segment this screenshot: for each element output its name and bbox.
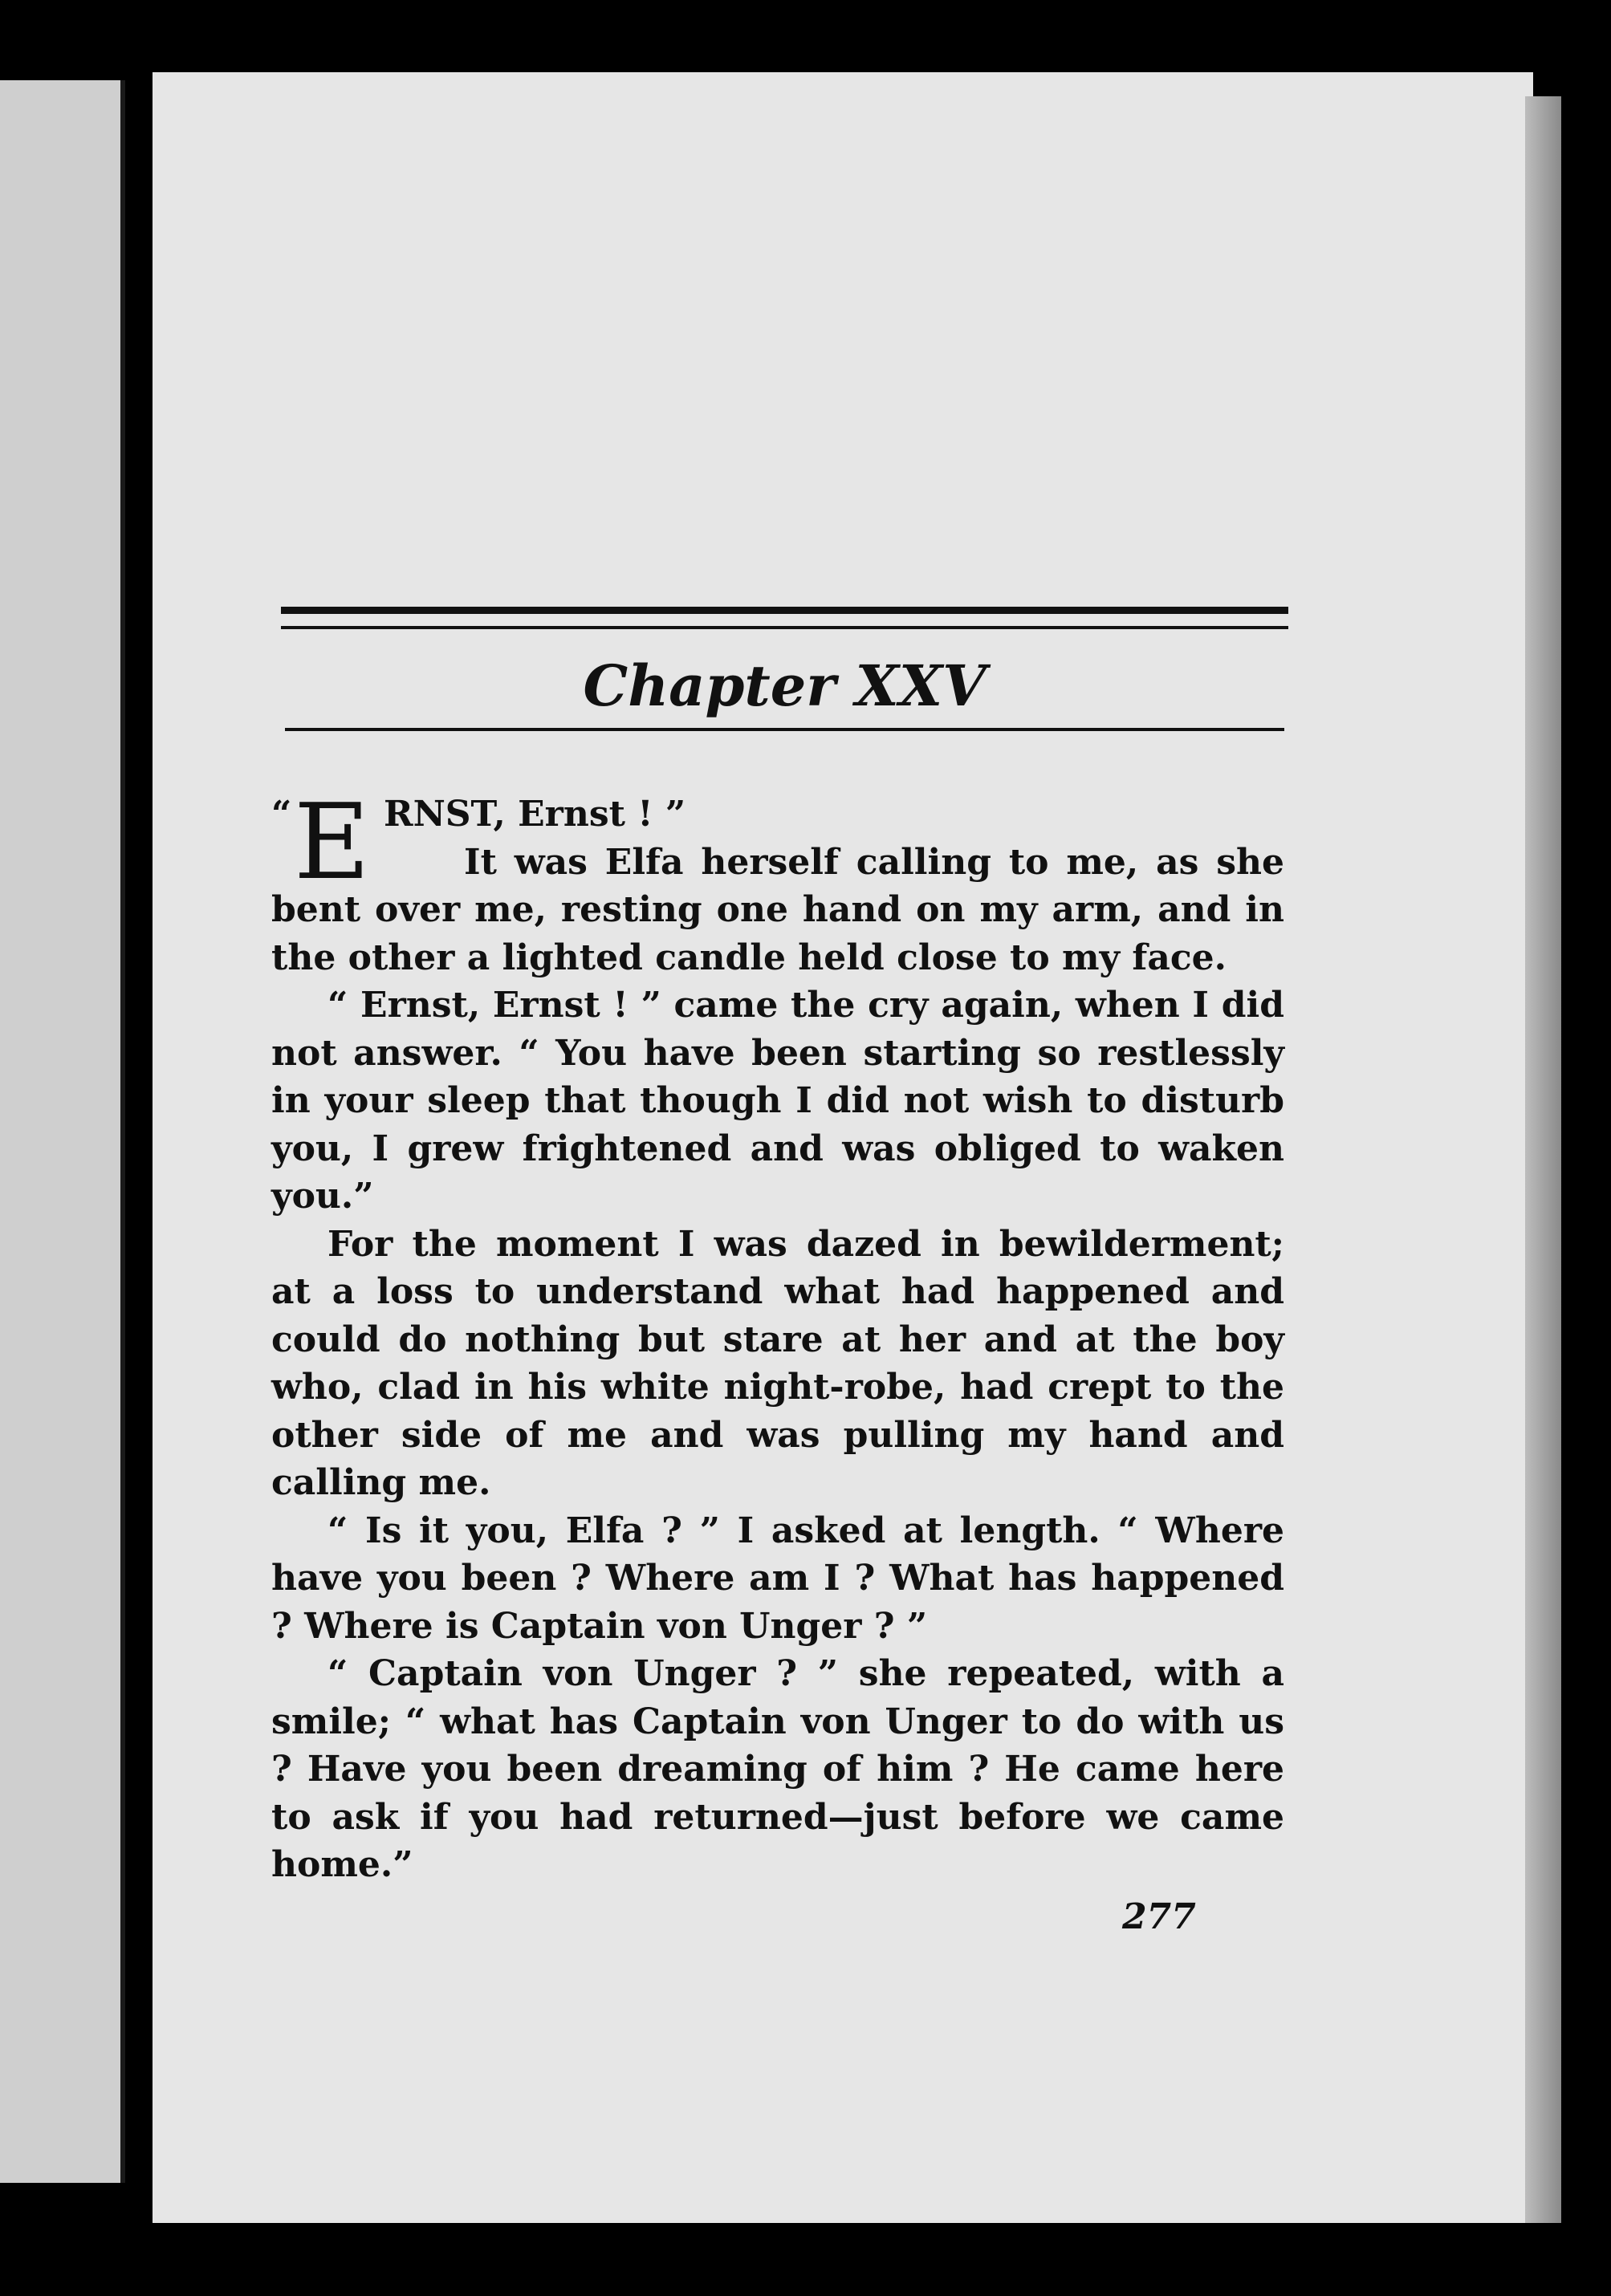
paragraph: “ Captain von Unger ? ” she repeated, with a smile; “ what has Captain von Unger to do with us ? Have you been dreaming of him ? He came here to ask if you had returned—just before we came home.” (271, 1653, 1284, 1885)
header-rule-thin (281, 626, 1288, 629)
chapter-title: Chapter XXV (583, 652, 987, 719)
paragraph: For the moment I was dazed in bewilderment; at a loss to understand what had happened and could do nothing but stare at her and at the boy who, clad in his white night-robe, had crept to the other side of me and was pulling my hand and calling me. (271, 1223, 1284, 1503)
paragraph-continuation: bent over me, resting one hand on my arm, and in the other a lighted candle held close to my face. (271, 889, 1284, 978)
paragraph: “ Ernst, Ernst ! ” came the cry again, when I did not answer. “ You have been starting so restlessly in your sleep that though I did not wish to disturb you, I grew frightened and was obliged to waken you.” (271, 985, 1284, 1217)
adjacent-page-edge (0, 80, 125, 2183)
drop-cap: E (294, 781, 370, 903)
paragraph: “ Is it you, Elfa ? ” I asked at length. “ Where have you been ? Where am I ? What has happened ? Where is Captain von Unger ? ” (271, 1510, 1284, 1647)
page-fore-edge (1525, 96, 1561, 2223)
opening-second-line: It was Elfa herself calling to me, as she (464, 841, 1284, 883)
opening-quote-mark: “ (271, 794, 292, 835)
opening-paragraph-start (271, 781, 1284, 903)
chapter-body (271, 781, 1284, 1889)
opening-first-line: RNST, Ernst ! ” (384, 794, 686, 835)
header-rule-bottom (285, 728, 1284, 731)
header-rule-thick (281, 607, 1288, 614)
page-number: 277 (1122, 1896, 1196, 1937)
